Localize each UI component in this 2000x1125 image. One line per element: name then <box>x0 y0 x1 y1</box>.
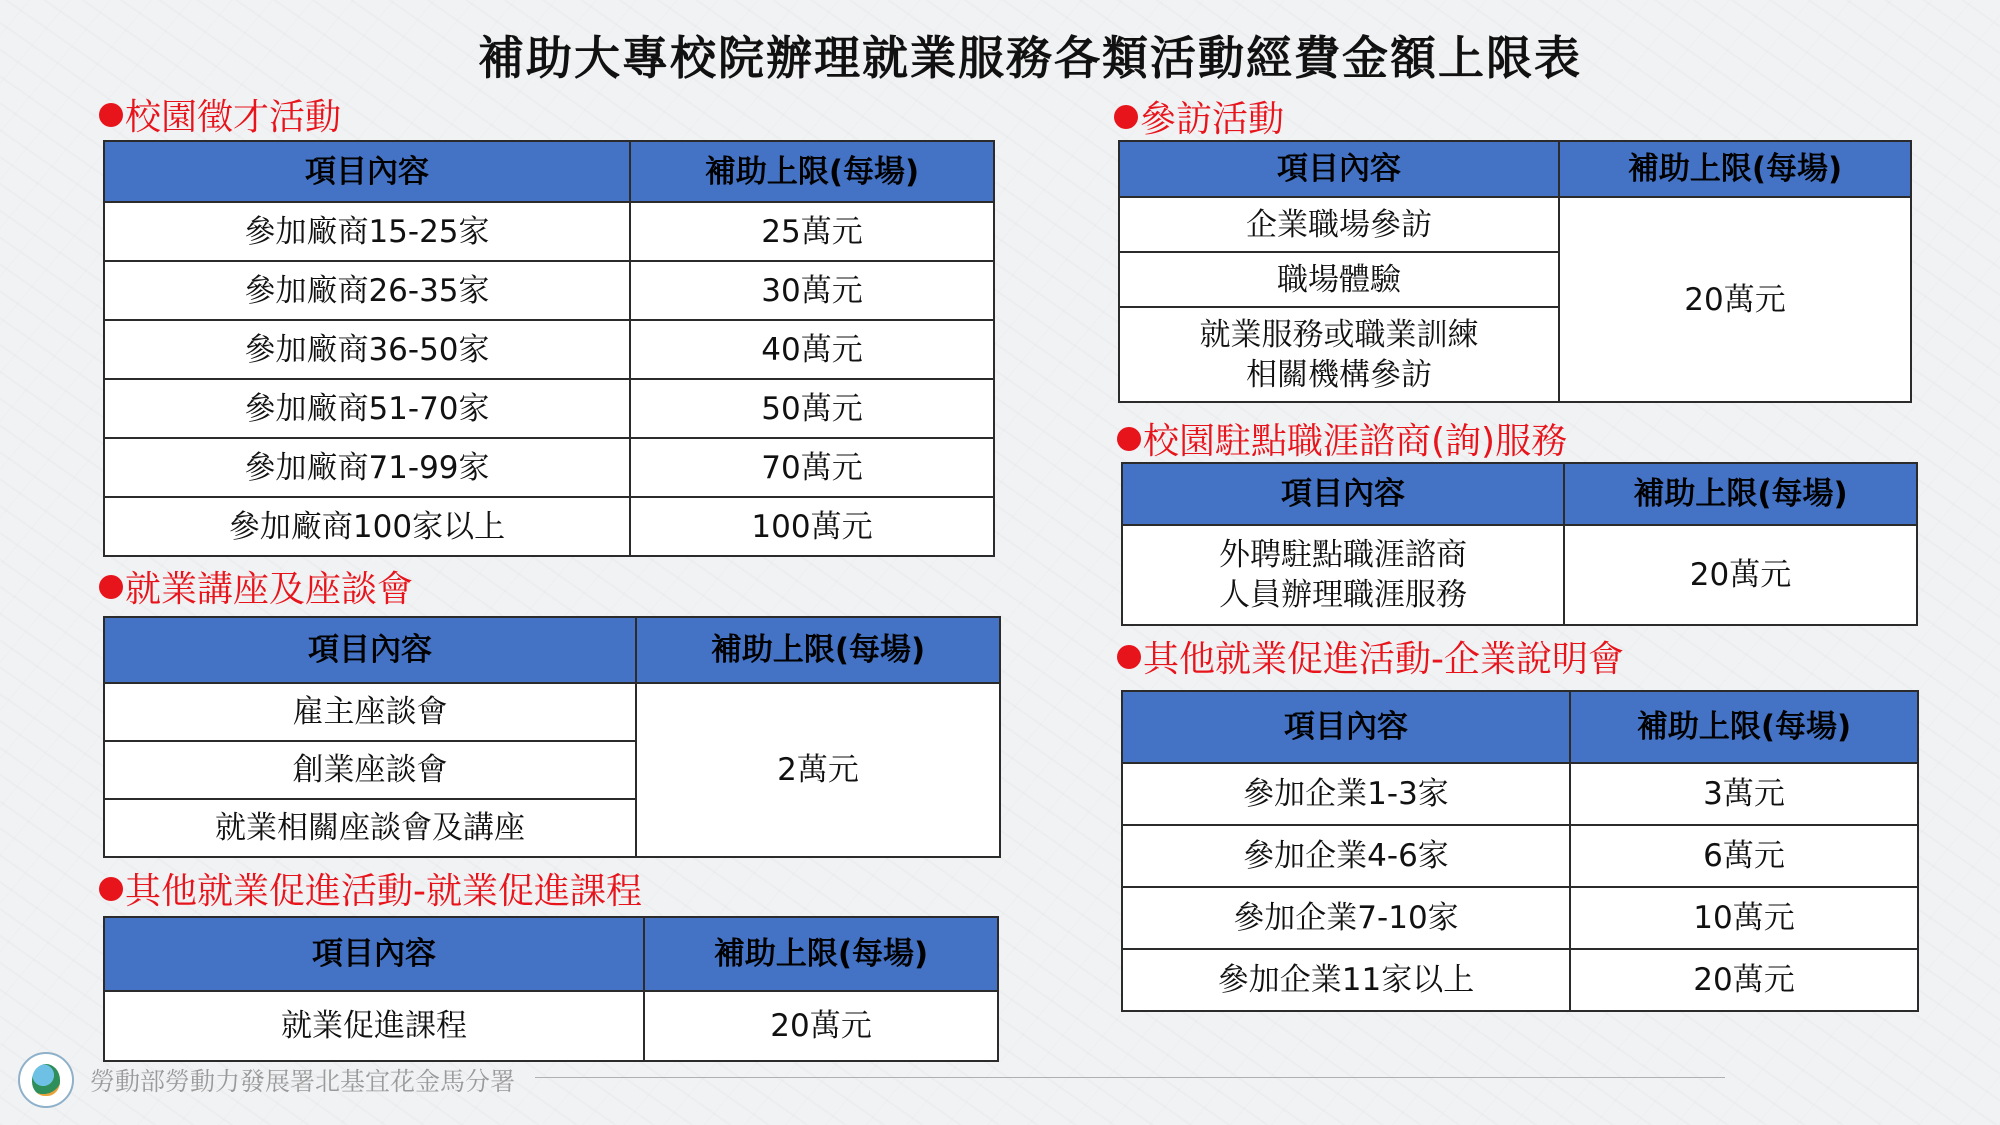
limit-cell: 100萬元 <box>630 497 994 556</box>
section-campus-recruit <box>103 96 995 557</box>
visit-table <box>1118 140 1912 403</box>
table-row <box>1122 825 1918 887</box>
bullet-dot-icon <box>99 103 123 127</box>
limit-cell: 70萬元 <box>630 438 994 497</box>
limit-cell: 3萬元 <box>1570 763 1918 825</box>
item-cell: 參加企業11家以上 <box>1122 949 1570 1011</box>
table-header-row <box>1122 463 1917 525</box>
bullet-dot-icon <box>1114 105 1138 129</box>
limit-cell: 25萬元 <box>630 202 994 261</box>
header-item: 項目內容 <box>1119 141 1559 197</box>
header-limit: 補助上限(每場) <box>1570 691 1918 763</box>
item-cell: 參加廠商15-25家 <box>104 202 630 261</box>
item-cell: 職場體驗 <box>1119 252 1559 307</box>
header-item: 項目內容 <box>104 141 630 202</box>
limit-cell: 20萬元 <box>644 991 998 1061</box>
briefing-table <box>1121 690 1919 1012</box>
table-row <box>1122 525 1917 625</box>
section-seminar <box>103 568 1001 858</box>
limit-cell: 30萬元 <box>630 261 994 320</box>
section-briefing <box>1121 638 1919 1012</box>
section-title: 校園駐點職涯諮商(詢)服務 <box>1117 420 1918 464</box>
header-item: 項目內容 <box>1122 691 1570 763</box>
table-row <box>104 202 994 261</box>
seminar-table <box>103 616 1001 858</box>
section-title: 就業講座及座談會 <box>99 568 1001 612</box>
header-limit: 補助上限(每場) <box>1564 463 1917 525</box>
section-title: 其他就業促進活動-企業說明會 <box>1117 638 1919 682</box>
footer-org-name: 勞動部勞動力發展署北基宜花金馬分署 <box>90 1067 516 1096</box>
item-line: 人員辦理職涯服務 <box>1219 577 1467 613</box>
item-cell: 參加廠商71-99家 <box>104 438 630 497</box>
table-row <box>1122 763 1918 825</box>
section-title: 校園徵才活動 <box>99 96 995 140</box>
limit-cell: 40萬元 <box>630 320 994 379</box>
limit-cell: 10萬元 <box>1570 887 1918 949</box>
section-course <box>103 870 999 1062</box>
table-row <box>104 261 994 320</box>
table-row <box>104 438 994 497</box>
item-cell <box>1119 307 1559 402</box>
item-line: 相關機構參訪 <box>1246 356 1432 393</box>
course-table <box>103 916 999 1062</box>
table-row <box>104 497 994 556</box>
item-cell: 參加廠商26-35家 <box>104 261 630 320</box>
counsel-table <box>1121 462 1918 626</box>
table-header-row <box>104 617 1000 683</box>
item-line: 就業服務或職業訓練 <box>1199 316 1479 353</box>
header-limit: 補助上限(每場) <box>1559 141 1911 197</box>
item-line: 外聘駐點職涯諮商 <box>1219 537 1467 573</box>
limit-cell: 20萬元 <box>1564 525 1917 625</box>
item-cell: 企業職場參訪 <box>1119 197 1559 252</box>
table-row <box>1119 197 1911 252</box>
header-item: 項目內容 <box>1122 463 1564 525</box>
header-item: 項目內容 <box>104 617 636 683</box>
item-cell: 參加企業1-3家 <box>1122 763 1570 825</box>
section-title: 其他就業促進活動-就業促進課程 <box>99 870 999 914</box>
table-header-row <box>104 141 994 202</box>
header-limit: 補助上限(每場) <box>636 617 1000 683</box>
header-limit: 補助上限(每場) <box>644 917 998 991</box>
item-cell: 就業促進課程 <box>104 991 644 1061</box>
item-cell: 雇主座談會 <box>104 683 636 741</box>
header-item: 項目內容 <box>104 917 644 991</box>
bullet-dot-icon <box>1117 645 1141 669</box>
table-row <box>104 991 998 1061</box>
table-row <box>104 379 994 438</box>
limit-cell: 20萬元 <box>1570 949 1918 1011</box>
item-cell: 參加企業7-10家 <box>1122 887 1570 949</box>
limit-cell: 20萬元 <box>1559 197 1911 402</box>
table-row <box>1122 887 1918 949</box>
table-header-row <box>104 917 998 991</box>
footer-divider <box>535 1077 1725 1078</box>
item-cell: 參加廠商51-70家 <box>104 379 630 438</box>
item-cell: 就業相關座談會及講座 <box>104 799 636 857</box>
seal-emblem <box>32 1064 60 1096</box>
bullet-dot-icon <box>99 877 123 901</box>
section-counsel <box>1121 420 1918 626</box>
item-cell <box>1122 525 1564 625</box>
table-header-row <box>1122 691 1918 763</box>
table-header-row <box>1119 141 1911 197</box>
item-cell: 創業座談會 <box>104 741 636 799</box>
campus-recruit-table <box>103 140 995 557</box>
table-row <box>104 683 1000 741</box>
table-row <box>1122 949 1918 1011</box>
header-limit: 補助上限(每場) <box>630 141 994 202</box>
bullet-dot-icon <box>99 575 123 599</box>
page-title: 補助大專校院辦理就業服務各類活動經費金額上限表 <box>478 31 1582 85</box>
item-cell: 參加廠商36-50家 <box>104 320 630 379</box>
table-row <box>104 320 994 379</box>
section-visit <box>1118 98 1912 403</box>
agency-seal-icon <box>18 1052 74 1108</box>
bullet-dot-icon <box>1117 427 1141 451</box>
limit-cell: 2萬元 <box>636 683 1000 857</box>
item-cell: 參加企業4-6家 <box>1122 825 1570 887</box>
limit-cell: 6萬元 <box>1570 825 1918 887</box>
item-cell: 參加廠商100家以上 <box>104 497 630 556</box>
section-title: 參訪活動 <box>1114 98 1912 142</box>
limit-cell: 50萬元 <box>630 379 994 438</box>
